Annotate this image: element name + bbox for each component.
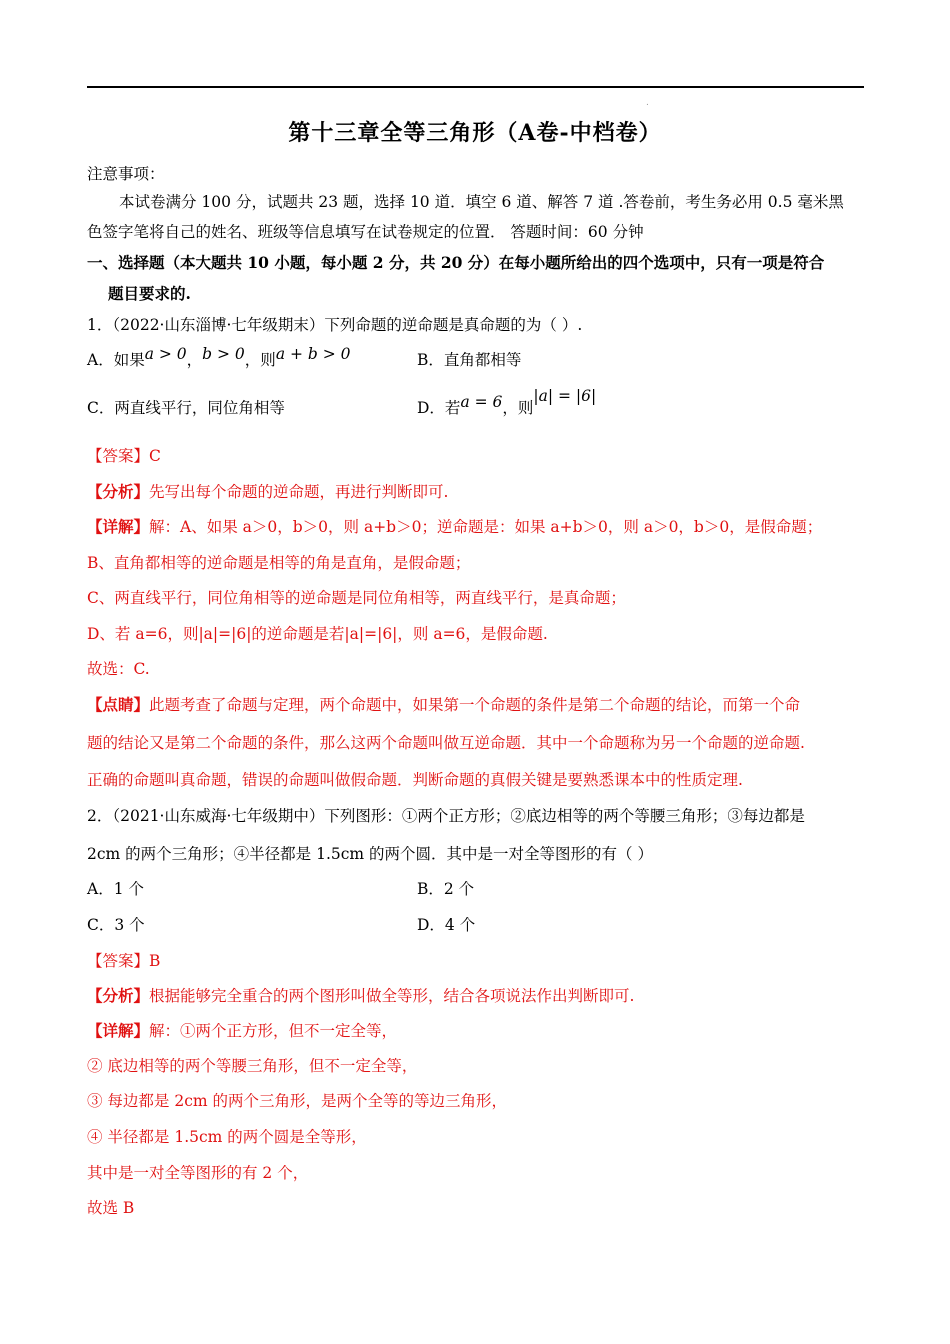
section-heading-line-2: 题目要求的.: [108, 284, 191, 303]
q2-option-c: C．3 个: [87, 916, 145, 934]
q1-point-1-text: 此题考查了命题与定理，两个命题中，如果第一个命题的条件是第二个命题的结论，而第一个命: [149, 696, 801, 714]
q1-detail-2: B、直角都相等的逆命题是相等的角是直角，是假命题；: [87, 554, 471, 572]
q1-analysis: [87, 480, 448, 502]
q1-stem: 1．（2022·山东淄博·七年级期末）下列命题的逆命题是真命题的为（ ）.: [87, 316, 583, 334]
q2-option-a: A．1 个: [87, 880, 144, 898]
q2-detail-tag: 【详解】: [87, 1021, 150, 1040]
q1-detail-1: [87, 515, 822, 537]
q2-detail-5: 其中是一对全等图形的有 2 个，: [87, 1164, 309, 1182]
notice-line-1: 本试卷满分 100 分，试题共 23 题，选择 10 道．填空 6 道、解答 7 道 .答卷前，考生务必用 0.5 毫米黑: [119, 193, 844, 211]
q1-analysis-text: 先写出每个命题的逆命题，再进行判断即可.: [149, 483, 449, 501]
q1-option-d-math-2: |a| = |6|: [533, 387, 597, 405]
q1-analysis-tag: 【分析】: [87, 482, 150, 501]
q1-option-a-label: A．如果: [87, 351, 145, 369]
q2-choose: 故选 B: [87, 1199, 135, 1217]
q2-answer: 【答案】B: [87, 952, 161, 970]
page-title: 第十三章全等三角形（A卷-中档卷）: [288, 120, 662, 146]
q2-option-d: D．4 个: [417, 916, 476, 934]
q1-option-b: B．直角都相等: [417, 351, 522, 369]
q2-option-b: B．2 个: [417, 880, 475, 898]
header-dot: .: [646, 98, 649, 108]
q1-point-2: 题的结论又是第二个命题的条件，那么这两个命题叫做互逆命题．其中一个命题称为另一个命题的逆命题.: [87, 734, 805, 752]
q2-detail-2: ② 底边相等的两个等腰三角形，但不一定全等，: [87, 1057, 418, 1075]
q2-analysis-tag: 【分析】: [87, 986, 150, 1005]
q1-choose: 故选：C.: [87, 660, 150, 678]
q1-option-d-math-1: a = 6: [460, 393, 503, 411]
q1-option-a-math-2: b > 0: [202, 345, 245, 363]
q2-stem-2: 2cm 的两个三角形；④半径都是 1.5cm 的两个圆．其中是一对全等图形的有（ ）: [87, 845, 653, 863]
notice-label: 注意事项：: [87, 165, 165, 183]
q1-detail-tag: 【详解】: [87, 517, 150, 536]
q1-option-d: [417, 387, 597, 418]
q1-option-a-mid: ，则: [244, 351, 276, 369]
q1-option-a-sep: ，: [186, 351, 203, 369]
q2-detail-1-text: 解：①两个正方形，但不一定全等，: [149, 1022, 398, 1040]
header-rule: [87, 86, 864, 88]
q2-detail-3: ③ 每边都是 2cm 的两个三角形，是两个全等的等边三角形，: [87, 1092, 508, 1110]
q1-option-a: [87, 345, 351, 370]
q1-option-d-mid: ，则: [502, 399, 534, 417]
q2-stem-1: 2．（2021·山东威海·七年级期中）下列图形：①两个正方形；②底边相等的两个等腰三角形；③每边都是: [87, 807, 805, 825]
q2-detail-1: [87, 1019, 397, 1041]
q1-option-a-math-3: a + b > 0: [275, 345, 351, 363]
q2-analysis-text: 根据能够完全重合的两个图形叫做全等形，结合各项说法作出判断即可.: [149, 987, 635, 1005]
q1-option-a-math-1: a > 0: [144, 345, 187, 363]
q1-option-d-label: D．若: [417, 399, 461, 417]
q1-point-tag: 【点睛】: [87, 695, 150, 714]
q1-detail-1-text: 解：A、如果 a＞0，b＞0，则 a+b＞0；逆命题是：如果 a+b＞0，则 a＞0，b＞0，是假命题；: [149, 518, 823, 536]
q1-option-c: C．两直线平行，同位角相等: [87, 399, 285, 417]
q1-answer: 【答案】C: [87, 447, 161, 465]
q1-point-1: [87, 693, 800, 715]
q1-point-3: 正确的命题叫真命题，错误的命题叫做假命题．判断命题的真假关键是要熟悉课本中的性质定理.: [87, 771, 743, 789]
q2-analysis: [87, 984, 634, 1006]
q1-detail-4: D、若 a=6，则|a|=|6|的逆命题是若|a|=|6|，则 a=6，是假命题.: [87, 625, 548, 643]
section-heading-line-1: 一、选择题（本大题共 10 小题，每小题 2 分，共 20 分）在每小题所给出的四个选项中，只有一项是符合: [87, 253, 825, 272]
notice-line-2: 色签字笔将自己的姓名、班级等信息填写在试卷规定的位置． 答题时间：60 分钟: [87, 223, 644, 241]
q2-detail-4: ④ 半径都是 1.5cm 的两个圆是全等形，: [87, 1128, 367, 1146]
q1-detail-3: C、两直线平行，同位角相等的逆命题是同位角相等，两直线平行，是真命题；: [87, 589, 626, 607]
